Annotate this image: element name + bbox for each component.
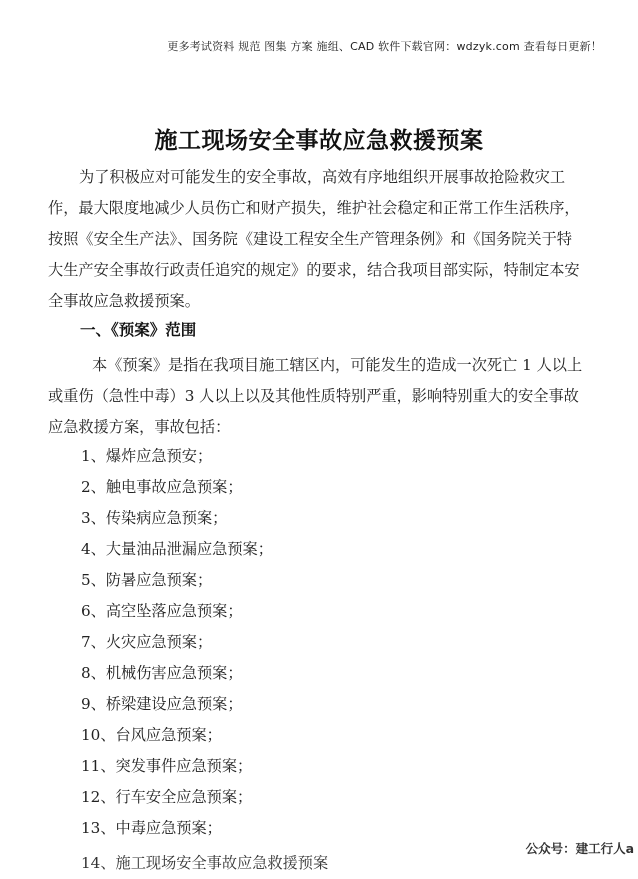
list-item: 11、突发事件应急预案； [81, 757, 253, 775]
list-item-cutoff: 14、施工现场安全事故应急救援预案 [81, 854, 329, 872]
scope-line: 应急救援方案，事故包括： [48, 418, 231, 436]
section-heading: 一、《预案》范围 [80, 321, 197, 339]
list-item: 5、防暑应急预案； [81, 571, 213, 589]
list-item: 4、大量油品泄漏应急预案； [81, 540, 273, 558]
list-item: 12、行车安全应急预案； [81, 788, 253, 806]
list-item: 8、机械伤害应急预案； [81, 664, 243, 682]
list-item: 9、桥梁建设应急预案； [81, 695, 243, 713]
intro-paragraph [48, 162, 608, 317]
watermark: 公众号：建工行人a [525, 841, 634, 856]
list-item: 1、爆炸应急预安； [81, 447, 213, 465]
intro-line: 全事故应急救援预案。 [48, 292, 200, 310]
list-item: 3、传染病应急预案； [81, 509, 228, 527]
page-title: 施工现场安全事故应急救援预案 [154, 127, 484, 154]
list-item: 13、中毒应急预案； [81, 819, 222, 837]
intro-line: 大生产安全事故行政责任追究的规定》的要求，结合我项目部实际，特制定本安 [48, 261, 580, 279]
list-item: 7、火灾应急预案； [81, 633, 213, 651]
scope-line: 或重伤（急性中毒）3 人以上以及其他性质特别严重，影响特别重大的安全事故 [48, 387, 579, 405]
intro-line: 作，最大限度地减少人员伤亡和财产损失，维护社会稳定和正常工作生活秩序， [48, 199, 580, 217]
plan-list [81, 441, 273, 844]
list-item: 2、触电事故应急预案； [81, 478, 243, 496]
list-item: 10、台风应急预案； [81, 726, 222, 744]
scope-line: 本《预案》是指在我项目施工辖区内，可能发生的造成一次死亡 1 人以上 [92, 356, 583, 374]
intro-line: 为了积极应对可能发生的安全事故，高效有序地组织开展事故抢险救灾工 [79, 168, 565, 186]
header-note: 更多考试资料 规范 图集 方案 施组、CAD 软件下载官网：wdzyk.com 查看每日更新！ [167, 40, 602, 53]
list-item: 6、高空坠落应急预案； [81, 602, 243, 620]
scope-paragraph [48, 350, 608, 443]
intro-line: 按照《安全生产法》、国务院《建设工程安全生产管理条例》和《国务院关于特 [48, 230, 572, 248]
